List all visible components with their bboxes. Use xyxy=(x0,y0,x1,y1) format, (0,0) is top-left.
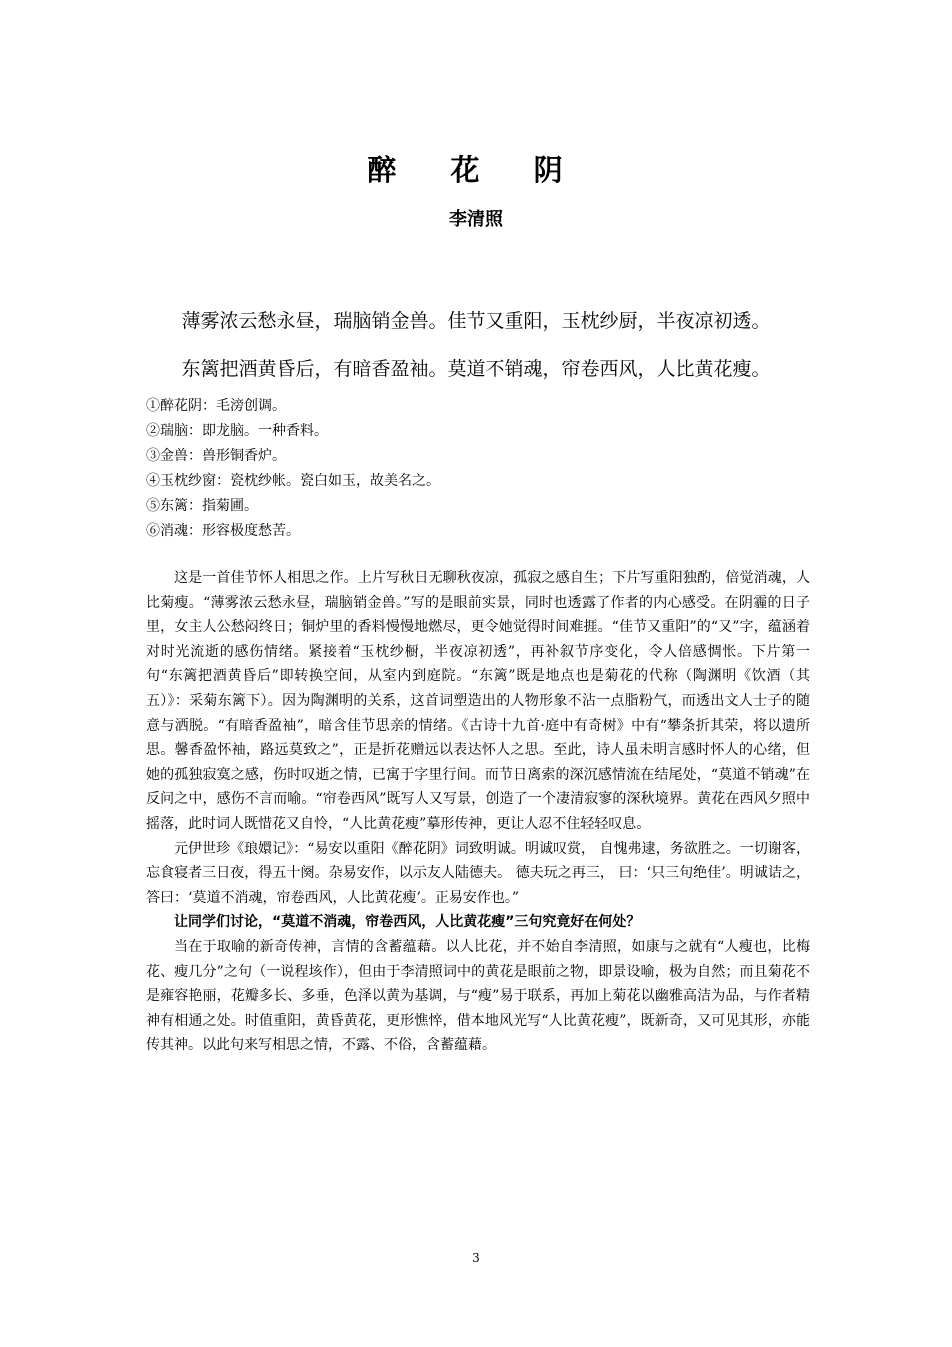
annotation-list xyxy=(146,394,826,544)
answer-paragraph: 当在于取喻的新奇传神，言情的含蓄蕴藉。以人比花，并不始自李清照，如康与之就有“人瘦也，比梅花、瘦几分”之句（一说程垓作），但由于李清照词中的黄花是眼前之物，即景设喻，极为自然；而且菊花不是雍容艳丽，花瓣多长、多垂，色泽以黄为基调，与“瘦”易于联系，再加上菊花以幽雅高洁为品，与作者精神有相通之处。时值重阳，黄昏黄花，更形憔悴，借本地风光写“人比黄花瘦”，既新奇，又可见其形，亦能传其神。以此句来写相思之情，不露、不俗，含蓄蕴藉。 xyxy=(146,938,810,1054)
anecdote-paragraph: 元伊世珍《琅嬛记》：“易安以重阳《醉花阴》词致明诚。明诚叹赏， 自愧弗逮，务欲胜之。一切谢客，忘食寝者三日夜，得五十阕。杂易安作，以示友人陆德夫。 德夫玩之再三， 曰：‘只三句绝佳’。明诚诘之，答曰：‘莫道不消魂，帘卷西风，人比黄花瘦’。正易安作也。” xyxy=(146,840,810,906)
page-number: 3 xyxy=(472,1251,480,1265)
poem-line-1: 薄雾浓云愁永昼，瑞脑销金兽。佳节又重阳，玉枕纱厨，半夜凉初透。 xyxy=(181,310,771,332)
annotation-item: ②瑞脑：即龙脑。一种香料。 xyxy=(146,423,328,439)
analysis-paragraph: 这是一首佳节怀人相思之作。上片写秋日无聊秋夜凉，孤寂之感自生；下片写重阳独酌，倍觉消魂，人比菊瘦。“薄雾浓云愁永昼，瑞脑销金兽。”写的是眼前实景，同时也透露了作者的内心感受。在阴霾的日子里，女主人公愁闷终日；铜炉里的香料慢慢地燃尽，更令她觉得时间难捱。“佳节又重阳”的“又”字，蕴涵着对时光流逝的感伤情绪。紧接着“玉枕纱橱，半夜凉初透”，再补叙节序变化，令人倍感惆怅。下片第一句“东篱把酒黄昏后”即转换空间，从室内到庭院。“东篱”既是地点也是菊花的代称（陶渊明《饮酒（其五）》：采菊东篱下）。因为陶渊明的关系，这首词塑造出的人物形象不沾一点脂粉气，而透出文人士子的随意与洒脱。“有暗香盈袖”，暗含佳节思亲的情绪。《古诗十九首·庭中有奇树》中有“攀条折其荣，将以遗所思。馨香盈怀袖，路远莫致之”，正是折花赠远以表达怀人之思。至此，诗人虽未明言感时怀人的心绪，但她的孤独寂寞之感，伤时叹逝之情，已寓于字里行间。而节日离索的深沉感情流在结尾处，“莫道不销魂”在反问之中，感伤不言而喻。“帘卷西风”既写人又写景，创造了一个凄清寂寥的深秋境界。黄花在西风夕照中摇落，此时词人既惜花又自怜，“人比黄花瘦”摹形传神，更让人忍不住轻轻叹息。 xyxy=(146,570,810,832)
annotation-item: ④玉枕纱窗：瓷枕纱帐。瓷白如玉，故美名之。 xyxy=(146,473,440,489)
poem-author: 李清照 xyxy=(449,209,503,230)
poem-line-2: 东篱把酒黄昏后，有暗香盈袖。莫道不销魂，帘卷西风，人比黄花瘦。 xyxy=(181,358,771,380)
poem-title: 醉 花 阴 xyxy=(367,153,585,187)
annotation-item: ①醉花阴：毛滂创调。 xyxy=(146,398,286,414)
annotation-item: ③金兽：兽形铜香炉。 xyxy=(146,448,286,464)
commentary xyxy=(146,566,810,1058)
discussion-question: 让同学们讨论，“莫道不消魂，帘卷西风，人比黄花瘦”三句究竟好在何处？ xyxy=(174,914,641,931)
annotation-item: ⑥消魂：形容极度愁苦。 xyxy=(146,523,300,539)
annotation-item: ⑤东篱：指菊圃。 xyxy=(146,498,258,514)
